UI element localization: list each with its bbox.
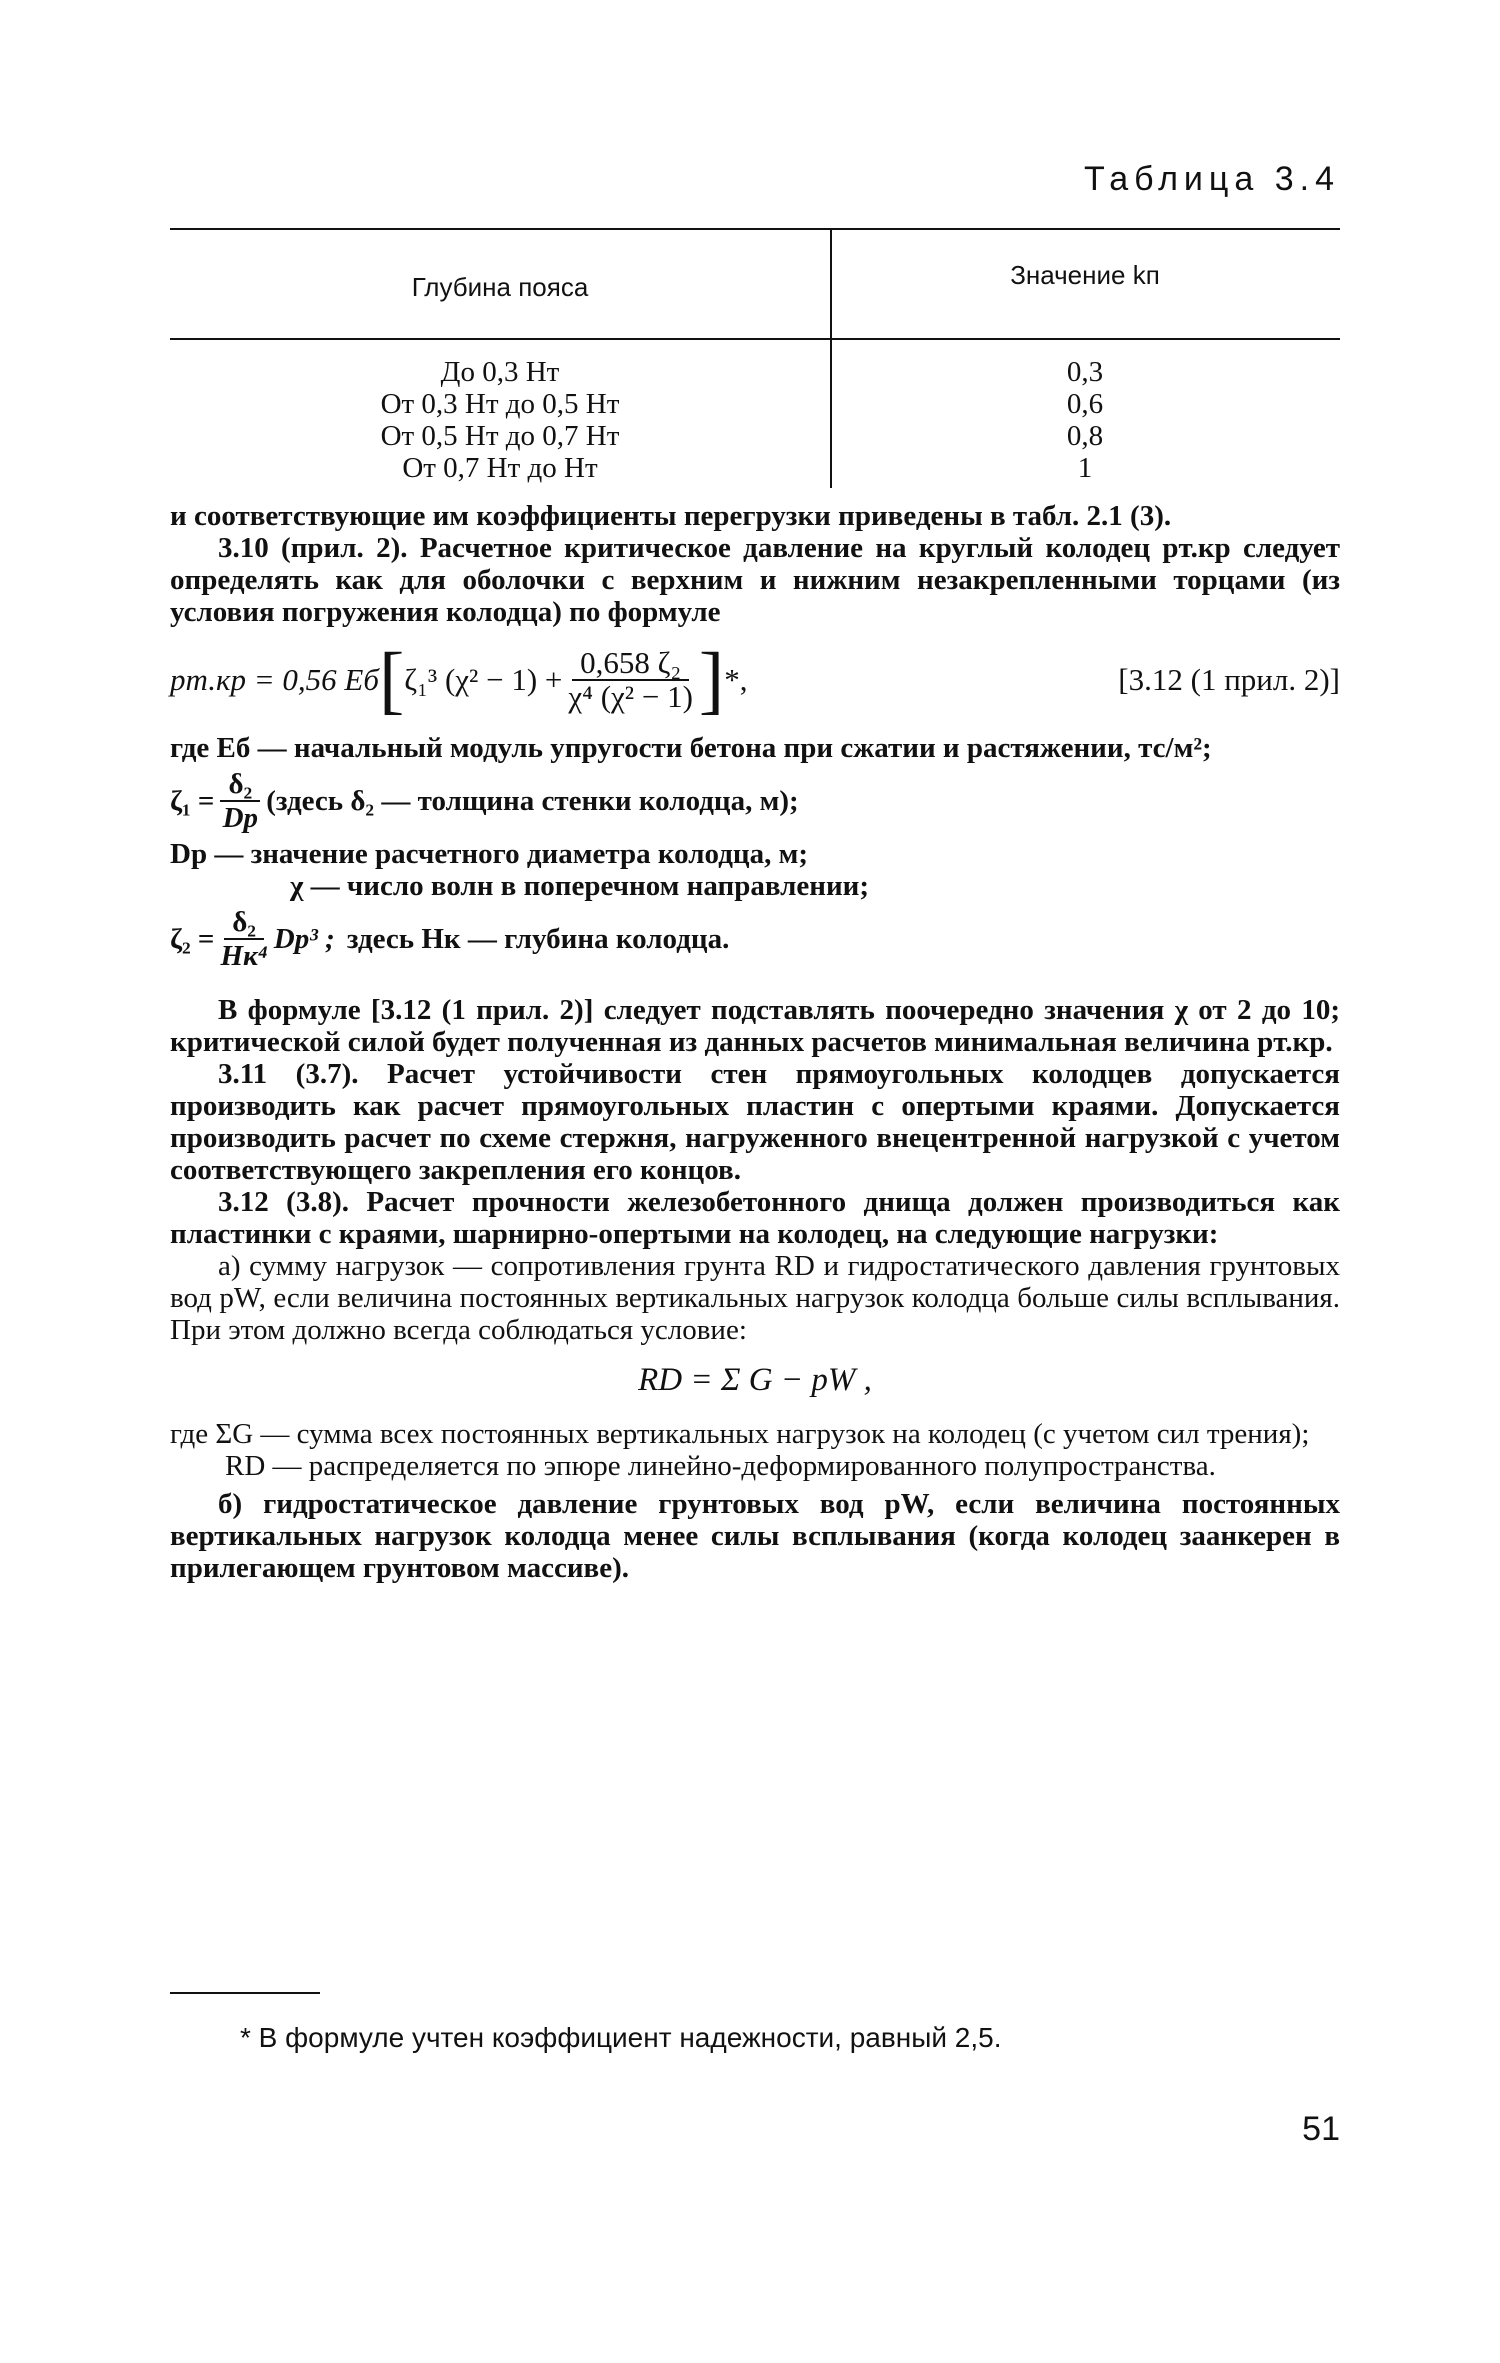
table-row-value: 0,6 (1066, 388, 1104, 420)
zeta1-fraction (220, 768, 260, 834)
zeta2-denominator: Hк⁴ (220, 940, 268, 972)
right-bracket: ] (698, 638, 725, 722)
formula1-numerator: 0,658 ζ₂ (572, 647, 689, 681)
definition-zeta1 (170, 768, 1340, 834)
zeta1-text: (здесь δ₂ — толщина стенки колодца, м); (266, 785, 799, 817)
paragraph-3-11: 3.11 (3.7). Расчет устойчивости стен прямоугольных колодцев допускается производить как расчет прямоугольных пластин с опертыми краями. Допускается производить расчет по схеме стержня, нагруженного внецентренной нагрузкой с учетом соответствующего закрепления его концов. (170, 1058, 1340, 1186)
value-column (830, 356, 1340, 484)
formula2-text: RD = Σ G − pW , (638, 1362, 872, 1398)
depth-column (170, 356, 830, 484)
paragraph-b: б) гидростатическое давление грунтовых вод pW, если величина постоянных вертикальных нагрузок колодца менее силы всплывания (когда колодец заанкерен в прилегающем грунтовом массиве). (170, 1488, 1340, 1584)
col-header-depth: Глубина пояса (411, 272, 589, 302)
col-header-value: Значение kп (1010, 260, 1160, 290)
footnote-rule (170, 1992, 320, 1994)
table-caption: Таблица 3.4 (1083, 160, 1340, 198)
table-row-value: 0,8 (1066, 420, 1104, 452)
zeta1-numerator: δ₂ (220, 768, 260, 802)
formula1-term1: ζ₁³ (χ² − 1) + (404, 662, 563, 697)
formula1-lhs: pт.кр = 0,56 Eб (170, 662, 379, 697)
left-bracket: [ (378, 638, 405, 722)
formula1-fraction (568, 647, 693, 713)
zeta1-denominator: Dр (222, 802, 259, 834)
formula-definitions (170, 732, 1340, 972)
zeta1-lhs: ζ₁ = (170, 785, 215, 817)
paragraph-a: а) сумму нагрузок — сопротивления грунта RD и гидростатического давления грунтовых вод pW, если величина постоянных вертикальных нагрузок колодца больше силы всплывания. При этом должно всегда соблюдаться условие: (170, 1250, 1340, 1346)
definition-chi: χ — число волн в поперечном направлении; (290, 870, 870, 902)
definition-dp: Dр — значение расчетного диаметра колодца, м; (170, 838, 808, 870)
table-row-depth: От 0,3 Hт до 0,5 Hт (380, 388, 620, 420)
table-row-depth: От 0,7 Hт до Hт (402, 452, 598, 484)
page-number: 51 (1302, 2110, 1340, 2148)
zeta2-numerator: δ₂ (224, 906, 264, 940)
definition-g: где ΣG — сумма всех постоянных вертикальных нагрузок на колодец (с учетом сил трения); (170, 1418, 1310, 1450)
definition-rd: RD — распределяется по эпюре линейно-деформированного полупространства. (225, 1450, 1216, 1482)
zeta2-fraction (220, 906, 267, 972)
definition-zeta2 (170, 906, 1340, 972)
table-row-value: 0,3 (1066, 356, 1104, 388)
paragraph-3-10: 3.10 (прил. 2). Расчетное критическое давление на круглый колодец pт.кр следует определять как для оболочки с верхним и нижним незакрепленными торцами (из условия погружения колодца) по формуле (170, 532, 1340, 628)
table-row-depth: До 0,3 Hт (440, 356, 560, 388)
formula-rd (170, 1364, 1340, 1396)
table-row-depth: От 0,5 Hт до 0,7 Hт (380, 420, 620, 452)
paragraph-3-12: 3.12 (3.8). Расчет прочности железобетонного днища должен производиться как пластинки с краями, шарнирно-опертыми на колодец, на следующие нагрузки: (170, 1186, 1340, 1250)
zeta2-text: здесь Hк — глубина колодца. (346, 923, 730, 955)
zeta2-lhs: ζ₂ = (170, 923, 215, 955)
formula-critical-pressure (170, 638, 1340, 722)
formula1-denominator: χ⁴ (χ² − 1) (568, 679, 693, 714)
formula1-star: *, (724, 662, 748, 697)
table-top-rule (170, 228, 1340, 230)
definition-e: где Eб — начальный модуль упругости бетона при сжатии и растяжении, тс/м²; (170, 732, 1212, 764)
table-header-rule (170, 338, 1340, 340)
paragraph-formula-note: В формуле [3.12 (1 прил. 2)] следует подставлять поочередно значения χ от 2 до 10; критической силой будет полученная из данных расчетов минимальная величина pт.кр. (170, 994, 1340, 1058)
zeta2-multiplier: Dр³ ; (273, 923, 335, 955)
formula1-reference: [3.12 (1 прил. 2)] (1118, 662, 1340, 697)
paragraph-continuation: и соответствующие им коэффициенты перегрузки приведены в табл. 2.1 (3). (170, 500, 1172, 532)
footnote: * В формуле учтен коэффициент надежности, равный 2,5. (240, 2022, 1002, 2053)
table-row-value: 1 (1077, 452, 1093, 484)
body-text (170, 500, 1340, 1584)
